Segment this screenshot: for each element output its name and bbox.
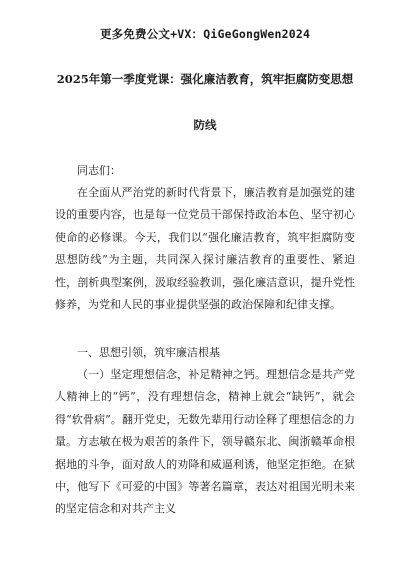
section-heading: 一、思想引领，筑牢廉洁根基 bbox=[77, 346, 220, 359]
intro-paragraph: 在全面从严治党的新时代背景下，廉洁教育是加强党的建设的重要内容，也是每一位党员干部保持政治本色、坚守初心使命的必修课。今天，我们以“强化廉洁教育，筑牢拒腐防变思想防线”为主题，共同深入探讨廉洁教育的重要性、紧迫性，剖析典型案例，汲取经验教训，强化廉洁意识，提升党性修养，为党和人民的事业提供坚强的政治保障和纪律支撑。 bbox=[55, 186, 355, 312]
document-title-continued: 防线 bbox=[193, 118, 217, 132]
body-paragraph: （一）坚定理想信念，补足精神之钙。理想信念是共产党人精神上的“钙”，没有理想信念，精神上就会“缺钙”，就会得“软骨病”。翻开党史，无数先辈用行动诠释了理想信念的力量。方志敏在极为艰苦的条件下，领导赣东北、闽浙赣革命根据地的斗争，面对敌人的劝降和威逼利诱，他坚定拒绝。在狱中，他写下《可爱的中国》等著名篇章，表达对祖国光明未来的坚定信念和对共产主义 bbox=[55, 368, 355, 516]
document-header: 更多免费公文+VX：QiGeGongWen2024 bbox=[99, 27, 311, 41]
document-title: 2025年第一季度党课：强化廉洁教育，筑牢拒腐防变思想 bbox=[56, 72, 354, 86]
greeting: 同志们： bbox=[77, 164, 121, 177]
